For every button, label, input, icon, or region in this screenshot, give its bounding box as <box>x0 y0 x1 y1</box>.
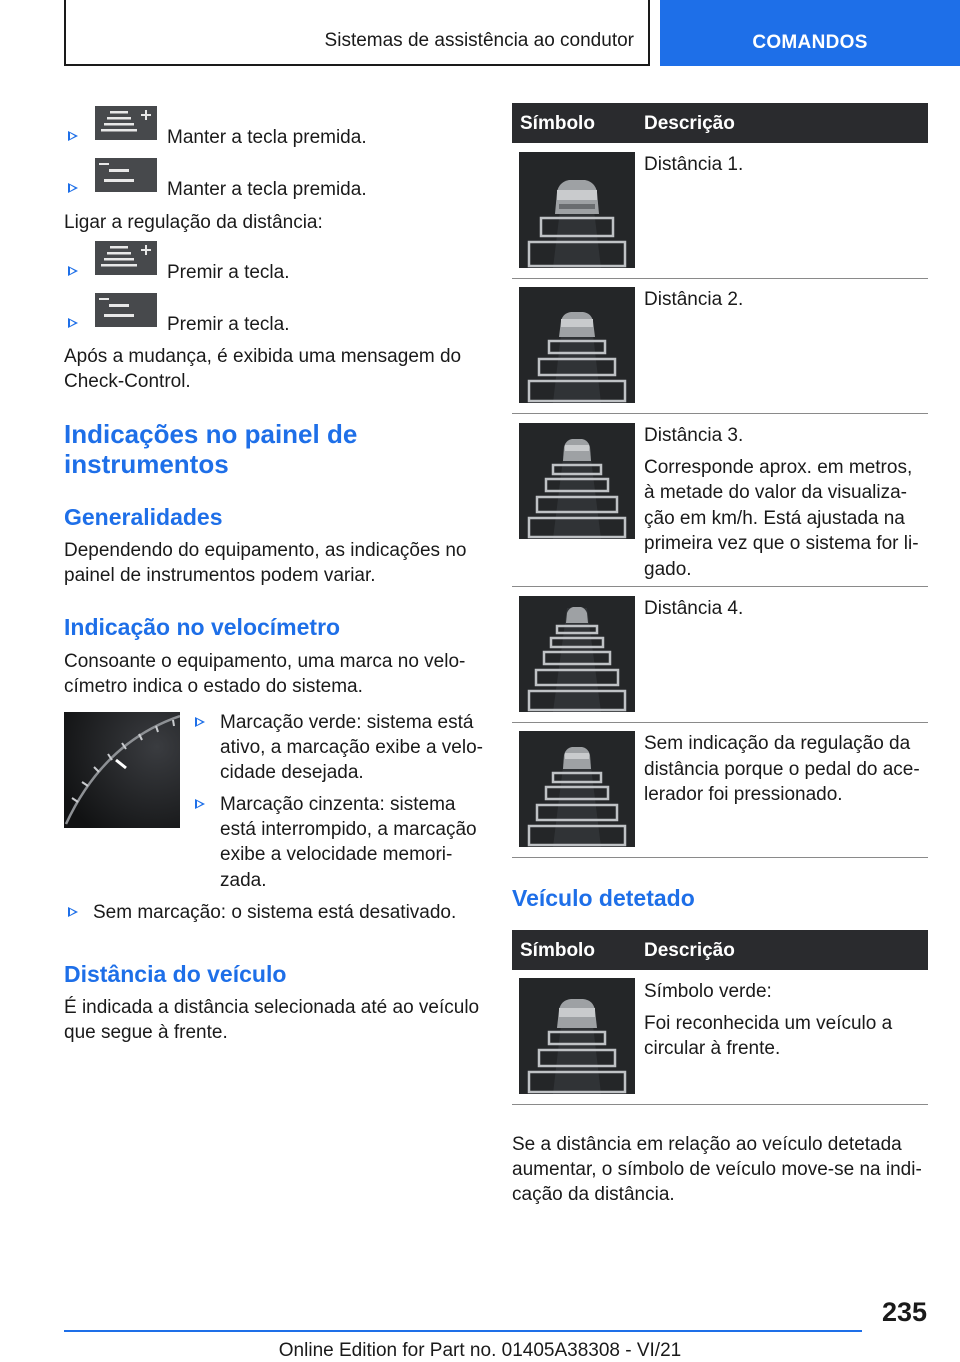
row3-description-line3: à metade do valor da visualiza‐ <box>644 482 907 503</box>
press-text-1: Premir a tecla. <box>167 262 290 283</box>
bullet-triangle-icon <box>68 907 78 917</box>
detected-description-line1: Símbolo verde: <box>644 981 772 1002</box>
green-marking-text-line1: Marcação verde: sistema está <box>220 712 474 733</box>
page-header <box>0 0 960 66</box>
grey-marking-text-line1: Marcação cinzenta: sistema <box>220 794 456 815</box>
closing-text-line3: cação da distância. <box>512 1184 675 1205</box>
row5-description-line2: distância porque o pedal do ace‐ <box>644 759 920 780</box>
detected-description-line2: Foi reconhecida um veículo a <box>644 1013 893 1034</box>
closing-text-line1: Se a distância em relação ao veículo detetada <box>512 1134 902 1155</box>
press-hold-text-1: Manter a tecla premida. <box>167 127 367 148</box>
distance-increase-button-icon <box>95 158 157 192</box>
row-divider <box>512 857 928 858</box>
vehicle-detected-symbol-image <box>519 978 635 1094</box>
distance-4-symbol-image <box>519 596 635 712</box>
green-marking-text-line2: ativo, a marcação exibe a velo‐ <box>220 737 483 758</box>
heading-vehicle-distance: Distância do veículo <box>64 961 287 987</box>
grey-marking-text-line2: está interrompido, a marcação <box>220 819 477 840</box>
accelerator-pressed-symbol-image <box>519 731 635 847</box>
table-header <box>512 930 928 970</box>
section-title: COMANDOS <box>752 32 868 53</box>
closing-text-line2: aumentar, o símbolo de veículo move-se na indi‐ <box>512 1159 922 1180</box>
row4-description: Distância 4. <box>644 598 744 619</box>
page-number: 235 <box>881 1297 927 1327</box>
speedometer-marking-image <box>64 712 180 828</box>
chapter-title: Sistemas de assistência ao condutor <box>324 30 634 51</box>
speedo-text-line2: címetro indica o estado do sistema. <box>64 676 363 697</box>
column-header-symbol: Símbolo <box>520 940 595 961</box>
heading-speedometer: Indicação no velocímetro <box>64 614 341 640</box>
grey-marking-text-line3: exibe a velocidade memori‐ <box>220 844 453 865</box>
bullet-triangle-icon <box>68 131 78 141</box>
column-header-description: Descrição <box>644 940 735 961</box>
header-section-tab[interactable] <box>660 0 960 66</box>
header-chapter-box <box>64 0 650 66</box>
press-text-2: Premir a tecla. <box>167 314 290 335</box>
distance-1-symbol-image <box>519 152 635 268</box>
column-header-symbol: Símbolo <box>520 113 595 134</box>
bullet-triangle-icon <box>68 266 78 276</box>
row3-description-line6: gado. <box>644 559 692 580</box>
distance-increase-button-icon <box>95 293 157 327</box>
bullet-triangle-icon <box>68 318 78 328</box>
row3-description-line4: ção em km/h. Está ajustada na <box>644 508 905 529</box>
row2-description: Distância 2. <box>644 289 744 310</box>
heading-instrument-panel-line2: instrumentos <box>64 449 229 479</box>
footer-divider <box>64 1330 862 1332</box>
row-divider <box>512 278 928 279</box>
row-divider <box>512 722 928 723</box>
row-divider <box>512 1104 928 1105</box>
row3-description-line1: Distância 3. <box>644 425 744 446</box>
after-change-text-line1: Após a mudança, é exibida uma mensagem do <box>64 346 462 367</box>
row3-description-line5: primeira vez que o sistema for li‐ <box>644 533 919 554</box>
row3-description-line2: Corresponde aprox. em metros, <box>644 457 913 478</box>
press-hold-text-2: Manter a tecla premida. <box>167 179 367 200</box>
heading-general: Generalidades <box>64 504 223 530</box>
row-divider <box>512 413 928 414</box>
bullet-triangle-icon <box>195 799 205 809</box>
distance-text-line1: É indicada a distância selecionada até ao veículo <box>64 997 480 1018</box>
general-text-line1: Dependendo do equipamento, as indicações no <box>64 540 467 561</box>
green-marking-text-line3: cidade desejada. <box>220 762 364 783</box>
after-change-text-line2: Check-Control. <box>64 371 191 392</box>
grey-marking-text-line4: zada. <box>220 870 267 891</box>
heading-instrument-panel-line1: Indicações no painel de <box>64 419 358 449</box>
speedo-text-line1: Consoante o equipamento, uma marca no velo‐ <box>64 651 466 672</box>
no-marking-text: Sem marcação: o sistema está desativado. <box>93 902 457 923</box>
row-divider <box>512 586 928 587</box>
adjust-intro-text: Ligar a regulação da distância: <box>64 212 323 233</box>
general-text-line2: painel de instrumentos podem variar. <box>64 565 376 586</box>
distance-2-symbol-image <box>519 287 635 403</box>
row5-description-line3: lerador foi pressionado. <box>644 784 843 805</box>
distance-decrease-button-icon <box>95 106 157 140</box>
distance-3-symbol-image <box>519 423 635 539</box>
row1-description: Distância 1. <box>644 154 744 175</box>
bullet-triangle-icon <box>195 717 205 727</box>
distance-decrease-button-icon <box>95 241 157 275</box>
bullet-triangle-icon <box>68 183 78 193</box>
table-header <box>512 103 928 143</box>
edition-footer: Online Edition for Part no. 01405A38308 - VI/21 <box>278 1340 682 1361</box>
detected-description-line3: circular à frente. <box>644 1038 781 1059</box>
distance-text-line2: que segue à frente. <box>64 1022 228 1043</box>
column-header-description: Descrição <box>644 113 735 134</box>
heading-vehicle-detected: Veículo detetado <box>512 885 695 911</box>
row5-description-line1: Sem indicação da regulação da <box>644 733 911 754</box>
